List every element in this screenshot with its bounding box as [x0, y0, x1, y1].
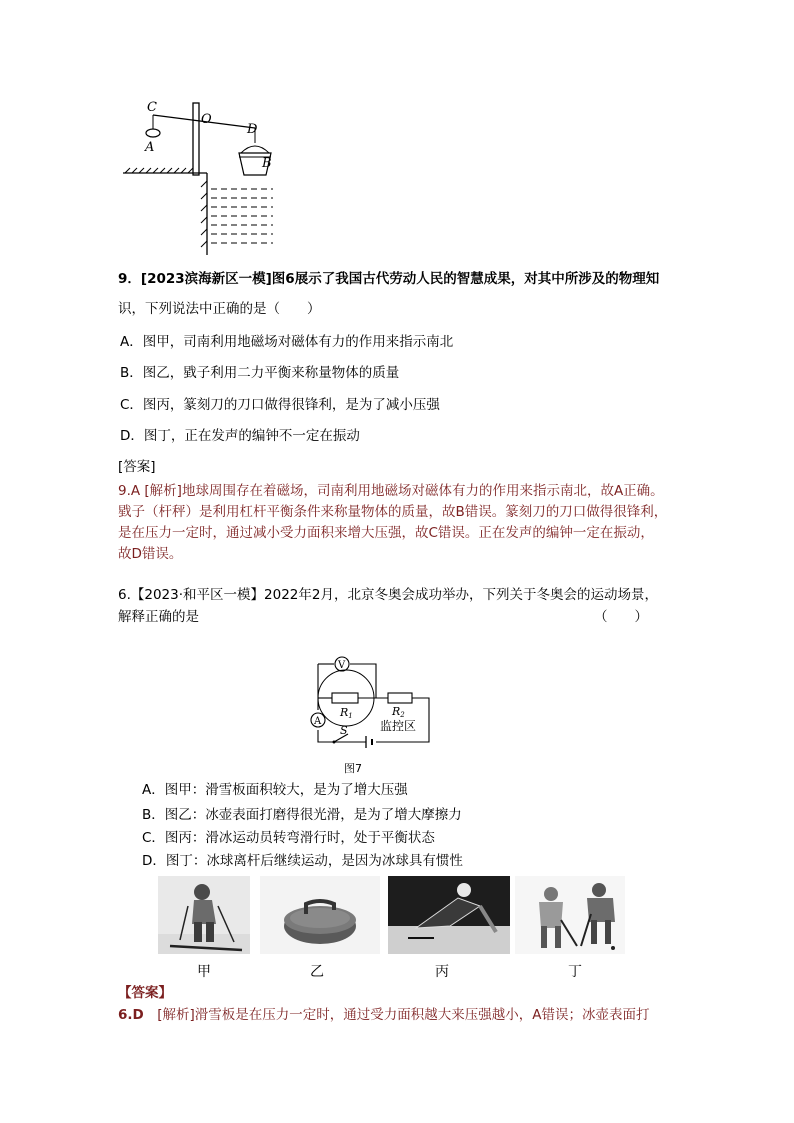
- q9-explanation-line1: 9.A [解析]地球周围存在着磁场，司南利用地磁场对磁体有力的作用来指示南北，故A正确。: [118, 483, 664, 499]
- q6-explanation-text: [解析]滑雪板是在压力一定时，通过受力面积越大来压强越小，A错误；冰壶表面打: [143, 1007, 650, 1023]
- q6-option-b: B．图乙：冰壶表面打磨得很光滑，是为了增大摩擦力: [142, 807, 462, 823]
- lever-post: [193, 103, 199, 175]
- q9-option-a: A．图甲，司南利用地磁场对磁体有力的作用来指示南北: [120, 334, 454, 350]
- weight-a: [146, 129, 160, 137]
- photo-label-yi: 乙: [310, 964, 324, 980]
- label-d: D: [247, 122, 258, 137]
- q6-stem-line1: 6.【2023·和平区一模】2022年2月，北京冬奥会成功举办，下列关于冬奥会的运动场景，: [118, 587, 658, 603]
- q9-explanation-line4: 故D错误。: [118, 546, 183, 562]
- voltmeter-label: V: [338, 660, 346, 671]
- photo-speed-skater: [388, 876, 510, 954]
- q6-explanation-line1: [118, 1006, 650, 1024]
- q6-answer-code: 6.D: [118, 1007, 144, 1023]
- photo-label-jia: 甲: [197, 964, 211, 980]
- q9-option-c: C．图丙，篆刻刀的刀口做得很锋利，是为了减小压强: [120, 397, 440, 413]
- q6-option-d: D．图丁：冰球离杆后继续运动，是因为冰球具有惯性: [142, 853, 463, 869]
- switch-label: S: [340, 724, 348, 737]
- lever-diagram: [115, 95, 285, 260]
- ammeter-label: A: [314, 716, 322, 727]
- resistor-r1: [332, 693, 358, 703]
- q6-answer-bracket: （ ）: [594, 609, 648, 625]
- monitor-zone-label: 监控区: [380, 719, 417, 733]
- label-b: B: [262, 156, 272, 171]
- resistor-r2: [388, 693, 412, 703]
- q9-option-d: D．图丁，正在发声的编钟不一定在振动: [120, 428, 360, 444]
- q9-explanation-line2: 戥子（杆秤）是利用杠杆平衡条件来称量物体的质量，故B错误。篆刻刀的刀口做得很锋利，: [118, 504, 668, 520]
- q9-answer-heading: [答案]: [118, 459, 156, 475]
- q6-stem-line2: 解释正确的是: [118, 609, 199, 625]
- r2-label: R2: [392, 705, 405, 719]
- q6-option-c: C．图丙：滑冰运动员转弯滑行时，处于平衡状态: [142, 830, 435, 846]
- r1-label: R1: [340, 706, 353, 720]
- q6-answer-heading: 【答案】: [118, 985, 172, 1001]
- photo-curling-stone: [260, 876, 380, 954]
- q9-stem-line2: 识，下列说法中正确的是（ ）: [118, 301, 321, 317]
- label-o: O: [201, 112, 212, 127]
- label-c: C: [147, 100, 157, 115]
- label-a: A: [145, 140, 155, 155]
- photo-ice-hockey: [515, 876, 625, 954]
- q9-stem-line1: 9．[2023滨海新区一模]图6展示了我国古代劳动人民的智慧成果，对其中所涉及的物理知: [118, 271, 660, 287]
- q9-explanation-line3: 是在压力一定时，通过减小受力面积来增大压强，故C错误。正在发声的编钟一定在振动，: [118, 525, 654, 541]
- figure-7-caption: 图7: [344, 762, 362, 775]
- photo-skier: [158, 876, 250, 954]
- q6-option-a: A．图甲：滑雪板面积较大，是为了增大压强: [142, 782, 408, 798]
- photo-label-bing: 丙: [435, 964, 449, 980]
- circuit-diagram: [300, 652, 440, 752]
- ground-hatching: [125, 168, 193, 173]
- photo-label-ding: 丁: [568, 964, 582, 980]
- q9-option-b: B．图乙，戥子利用二力平衡来称量物体的质量: [120, 365, 400, 381]
- water-lines: [211, 189, 273, 243]
